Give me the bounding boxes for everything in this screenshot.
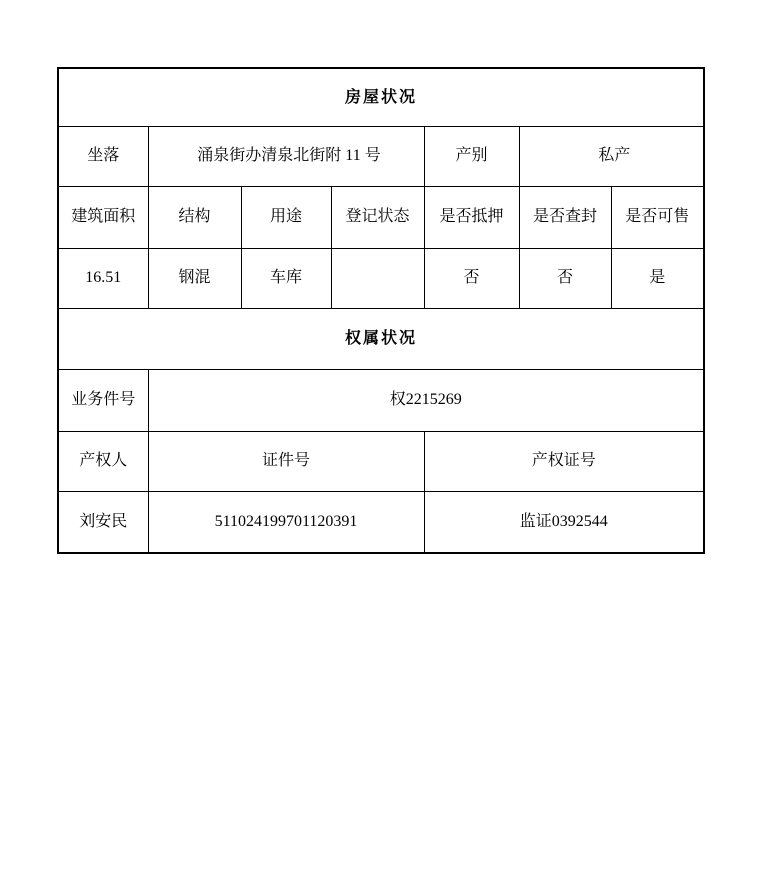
value-usage: 车库: [241, 248, 331, 308]
owner-name: 刘安民: [58, 491, 148, 553]
attribute-header-row: [58, 186, 704, 248]
owner-value-row: [58, 491, 704, 553]
value-building-area: 16.51: [58, 248, 148, 308]
header-building-area: 建筑面积: [58, 186, 148, 248]
ownership-status-title-row: [58, 308, 704, 369]
category-label: 产别: [424, 126, 519, 186]
category-value: 私产: [519, 126, 704, 186]
value-registration: [331, 248, 424, 308]
id-number-label: 证件号: [148, 431, 424, 491]
cert-number-value: 监证0392544: [424, 491, 704, 553]
cert-number-label: 产权证号: [424, 431, 704, 491]
ownership-status-title: 权属状况: [58, 308, 704, 369]
header-sealed: 是否查封: [519, 186, 611, 248]
business-number-value: 权2215269: [148, 369, 704, 431]
business-number-row: [58, 369, 704, 431]
attribute-value-row: [58, 248, 704, 308]
location-label: 坐落: [58, 126, 148, 186]
business-number-label: 业务件号: [58, 369, 148, 431]
house-status-title: 房屋状况: [58, 68, 704, 126]
header-usage: 用途: [241, 186, 331, 248]
header-registration: 登记状态: [331, 186, 424, 248]
header-mortgaged: 是否抵押: [424, 186, 519, 248]
value-structure: 钢混: [148, 248, 241, 308]
value-saleable: 是: [611, 248, 704, 308]
location-row: [58, 126, 704, 186]
id-number-value: 511024199701120391: [148, 491, 424, 553]
value-mortgaged: 否: [424, 248, 519, 308]
property-status-table: [57, 67, 705, 554]
house-status-title-row: [58, 68, 704, 126]
header-structure: 结构: [148, 186, 241, 248]
value-sealed: 否: [519, 248, 611, 308]
header-saleable: 是否可售: [611, 186, 704, 248]
location-value: 涌泉街办清泉北街附 11 号: [148, 126, 424, 186]
owner-header-row: [58, 431, 704, 491]
owner-label: 产权人: [58, 431, 148, 491]
